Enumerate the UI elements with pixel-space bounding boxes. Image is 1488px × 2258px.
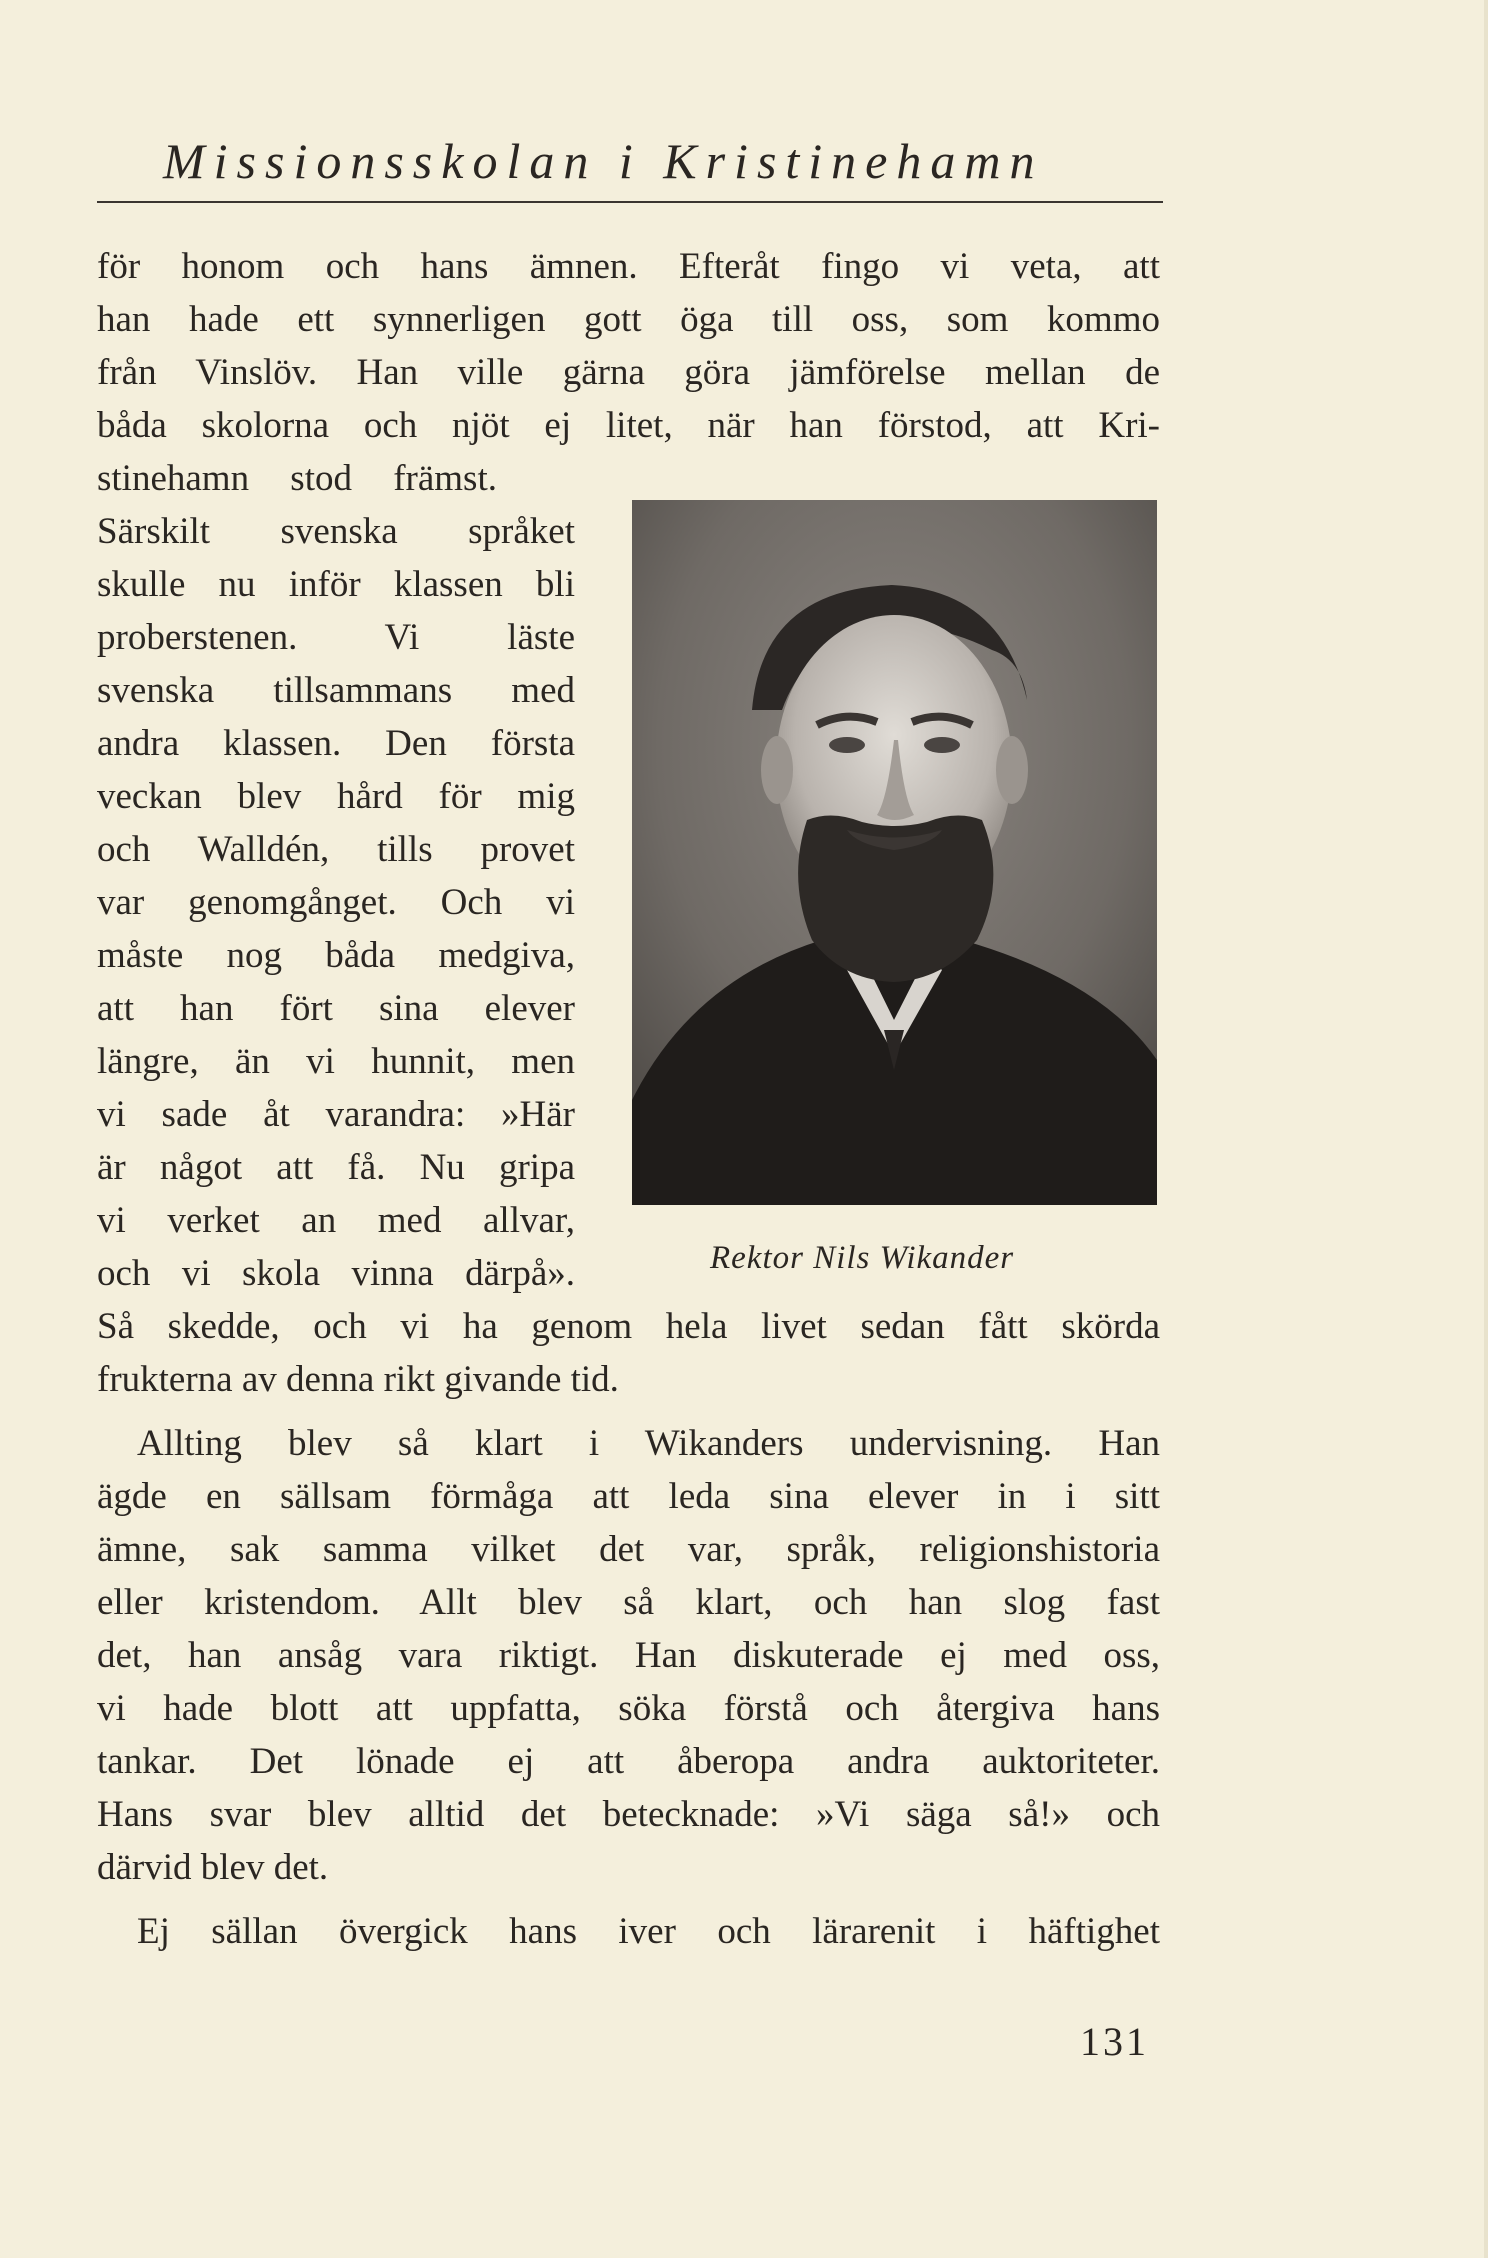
- text-line: vi sade åt varandra: »Här: [97, 1094, 575, 1135]
- text-line: och Walldén, tills provet: [97, 829, 575, 870]
- text-line: Så skedde, och vi ha genom hela livet sedan fått skörda: [97, 1306, 1160, 1347]
- paragraph-start-line: Ej sällan övergick hans iver och lärarenit i häftighet: [137, 1911, 1160, 1952]
- text-line: andra klassen. Den första: [97, 723, 575, 764]
- text-line: stinehamn stod främst.: [97, 458, 497, 499]
- text-line: att han fört sina elever: [97, 988, 575, 1029]
- text-line: Särskilt svenska språket: [97, 511, 575, 552]
- text-line: därvid blev det.: [97, 1847, 329, 1888]
- text-line: måste nog båda medgiva,: [97, 935, 575, 976]
- page-header: [97, 131, 1163, 201]
- text-line: vi verket an med allvar,: [97, 1200, 575, 1241]
- text-line: båda skolorna och njöt ej litet, när han förstod, att Kri-: [97, 405, 1160, 446]
- text-line: och vi skola vinna därpå».: [97, 1253, 575, 1294]
- paragraph-start-line: Allting blev så klart i Wikanders undervisning. Han: [137, 1423, 1160, 1464]
- text-line: ägde en sällsam förmåga att leda sina elever in i sitt: [97, 1476, 1160, 1517]
- text-line: veckan blev hård för mig: [97, 776, 575, 817]
- text-line: vi hade blott att uppfatta, söka förstå och återgiva hans: [97, 1688, 1160, 1729]
- text-line: är något att få. Nu gripa: [97, 1147, 575, 1188]
- text-line: Hans svar blev alltid det betecknade: »Vi säga så!» och: [97, 1794, 1160, 1835]
- text-line: från Vinslöv. Han ville gärna göra jämförelse mellan de: [97, 352, 1160, 393]
- header-rule: [97, 201, 1163, 203]
- text-line: det, han ansåg vara riktigt. Han diskuterade ej med oss,: [97, 1635, 1160, 1676]
- text-line: proberstenen. Vi läste: [97, 617, 575, 658]
- text-line: skulle nu inför klassen bli: [97, 564, 575, 605]
- text-line: svenska tillsammans med: [97, 670, 575, 711]
- page-number: 131: [1080, 2019, 1149, 2064]
- text-line: längre, än vi hunnit, men: [97, 1041, 575, 1082]
- text-line: ämne, sak samma vilket det var, språk, religionshistoria: [97, 1529, 1160, 1570]
- text-line: frukterna av denna rikt givande tid.: [97, 1359, 619, 1400]
- text-line: var genomgånget. Och vi: [97, 882, 575, 923]
- text-line: eller kristendom. Allt blev så klart, och han slog fast: [97, 1582, 1160, 1623]
- portrait-photo: [632, 500, 1157, 1205]
- running-head: Missionsskolan i Kristinehamn: [163, 133, 1044, 189]
- text-line: för honom och hans ämnen. Efteråt fingo vi veta, att: [97, 246, 1160, 287]
- text-line: tankar. Det lönade ej att åberopa andra auktoriteter.: [97, 1741, 1160, 1782]
- text-line: han hade ett synnerligen gott öga till oss, som kommo: [97, 299, 1160, 340]
- portrait-image: [632, 500, 1157, 1205]
- photo-caption: Rektor Nils Wikander: [710, 1240, 1015, 1276]
